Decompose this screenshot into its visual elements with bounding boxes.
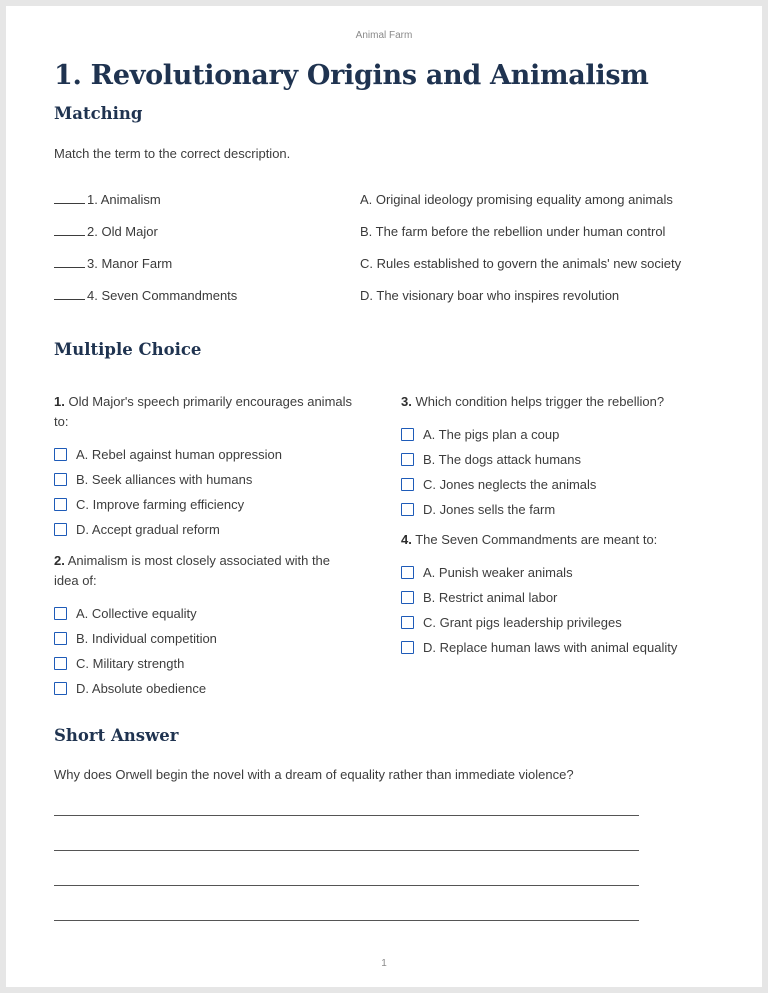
short-answer-question: Why does Orwell begin the novel with a dream of equality rather than immediate violence? [54,767,574,782]
page-number: 1 [381,958,387,969]
matching-description: B. The farm before the rebellion under human control [360,224,666,239]
short-answer-heading: Short Answer [54,726,179,745]
question-4-option-d[interactable]: D. Replace human laws with animal equality [401,639,677,655]
question-3-option-b[interactable]: B. The dogs attack humans [401,451,581,467]
answer-blank[interactable] [54,194,85,204]
matching-description: A. Original ideology promising equality among animals [360,192,673,207]
answer-blank[interactable] [54,290,85,300]
checkbox[interactable] [54,473,67,486]
matching-row [54,224,734,242]
question-4-text: 4. The Seven Commandments are meant to: [401,532,658,547]
checkbox[interactable] [54,498,67,511]
checkbox[interactable] [401,428,414,441]
question-4-option-a[interactable]: A. Punish weaker animals [401,564,573,580]
checkbox[interactable] [401,453,414,466]
matching-description: C. Rules established to govern the animals' new society [360,256,682,271]
checkbox[interactable] [401,616,414,629]
answer-line[interactable] [54,815,639,816]
checkbox[interactable] [54,523,67,536]
checkbox[interactable] [401,591,414,604]
question-2-option-a[interactable]: A. Collective equality [54,605,197,621]
running-header: Animal Farm [355,30,413,41]
worksheet-page [6,6,762,987]
question-3-option-c[interactable]: C. Jones neglects the animals [401,476,596,492]
checkbox[interactable] [401,478,414,491]
matching-term: 3. Manor Farm [54,256,172,271]
checkbox[interactable] [401,641,414,654]
question-3-option-d[interactable]: D. Jones sells the farm [401,501,555,517]
question-1-option-d[interactable]: D. Accept gradual reform [54,521,220,537]
question-1-option-a[interactable]: A. Rebel against human oppression [54,446,282,462]
checkbox[interactable] [54,607,67,620]
question-2-option-d[interactable]: D. Absolute obedience [54,680,206,696]
multiple-choice-heading: Multiple Choice [54,340,202,359]
answer-line[interactable] [54,850,639,851]
checkbox[interactable] [401,566,414,579]
checkbox[interactable] [54,632,67,645]
question-1-option-c[interactable]: C. Improve farming efficiency [54,496,244,512]
matching-description: D. The visionary boar who inspires revolution [360,288,620,303]
matching-heading: Matching [54,104,143,123]
question-4-option-c[interactable]: C. Grant pigs leadership privileges [401,614,622,630]
page-title: 1. Revolutionary Origins and Animalism [54,60,649,91]
question-1-text: 1. Old Major's speech primarily encourages animals to: [54,394,353,429]
matching-term: 4. Seven Commandments [54,288,237,303]
checkbox[interactable] [54,448,67,461]
question-4-option-b[interactable]: B. Restrict animal labor [401,589,557,605]
checkbox[interactable] [401,503,414,516]
matching-term: 2. Old Major [54,224,158,239]
matching-instructions: Match the term to the correct description. [54,146,291,161]
question-2-option-c[interactable]: C. Military strength [54,655,184,671]
answer-blank[interactable] [54,258,85,268]
question-3-option-a[interactable]: A. The pigs plan a coup [401,426,559,442]
question-1-option-b[interactable]: B. Seek alliances with humans [54,471,252,487]
question-2-option-b[interactable]: B. Individual competition [54,630,217,646]
checkbox[interactable] [54,682,67,695]
answer-blank[interactable] [54,226,85,236]
checkbox[interactable] [54,657,67,670]
matching-term: 1. Animalism [54,192,161,207]
matching-row [54,288,734,306]
question-3-text: 3. Which condition helps trigger the rebellion? [401,394,665,409]
matching-row [54,256,734,274]
question-2-text: 2. Animalism is most closely associated with the idea of: [54,553,331,588]
answer-line[interactable] [54,885,639,886]
matching-row [54,192,734,210]
answer-line[interactable] [54,920,639,921]
